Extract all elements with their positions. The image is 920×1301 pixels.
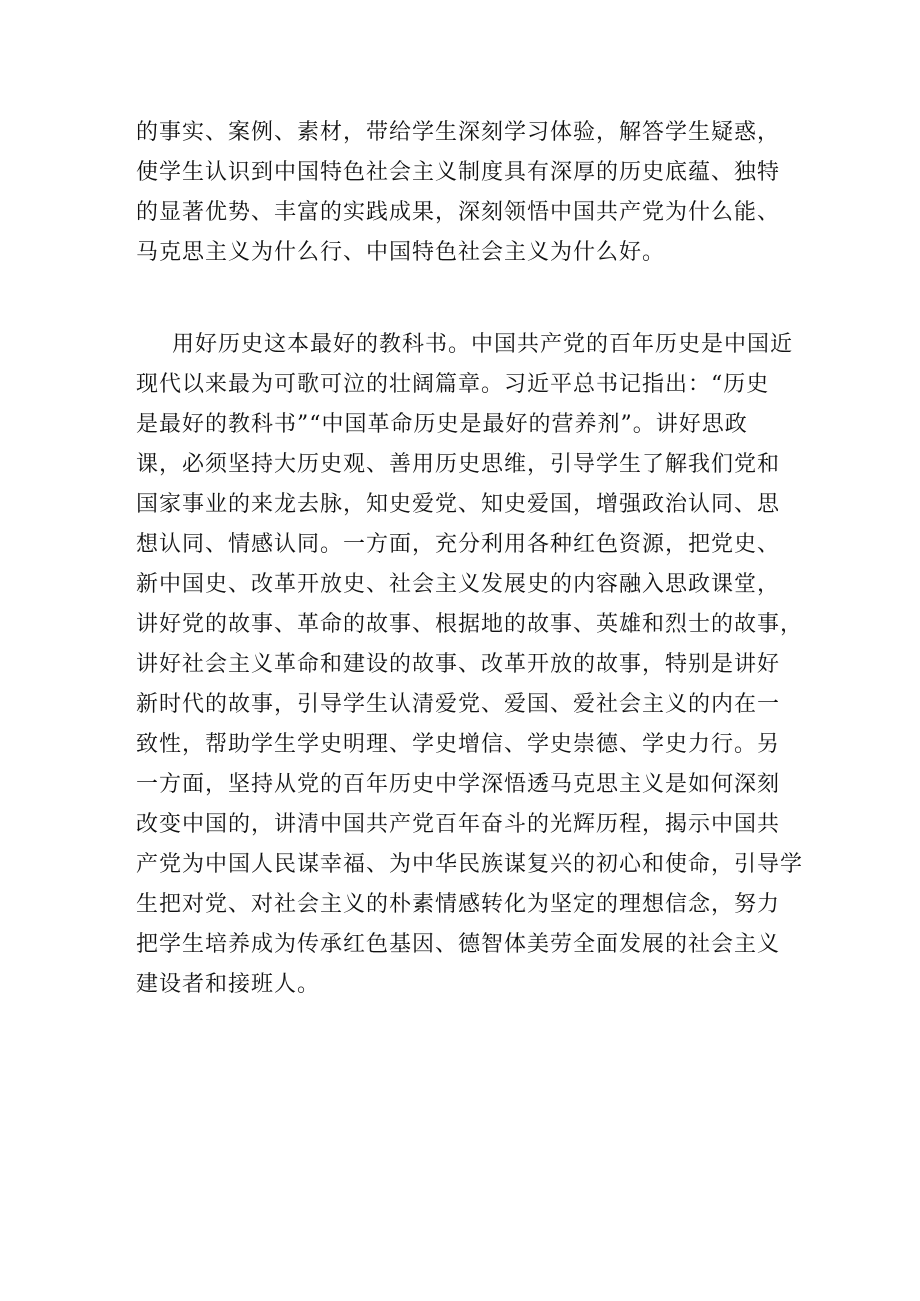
text-line: 的事实、案例、素材，带给学生深刻学习体验，解答学生疑惑， [136, 120, 781, 145]
text-line: 产党为中国人民谋幸福、为中华民族谋复兴的初心和使命，引导学 [136, 852, 804, 877]
text-line: 致性，帮助学生学史明理、学史增信、学史崇德、学史力行。另 [136, 732, 781, 757]
text-line: 现代以来最为可歌可泣的壮阔篇章。习近平总书记指出：“历史 [136, 372, 770, 397]
text-line: 生把对党、对社会主义的朴素情感转化为坚定的理想信念，努力 [136, 892, 781, 917]
text-line: 的显著优势、丰富的实践成果，深刻领悟中国共产党为什么能、 [136, 200, 781, 225]
text-line: 把学生培养成为传承红色基因、德智体美劳全面发展的社会主义 [136, 932, 781, 957]
paragraph-history-textbook [136, 325, 804, 1005]
text-line: 改变中国的，讲清中国共产党百年奋斗的光辉历程，揭示中国共 [136, 812, 781, 837]
text-line: 讲好社会主义革命和建设的故事、改革开放的故事，特别是讲好 [136, 652, 781, 677]
text-line-first: 用好历史这本最好的教科书。中国共产党的百年历史是中国近 [172, 332, 794, 357]
text-line: 想认同、情感认同。一方面，充分利用各种红色资源，把党史、 [136, 532, 781, 557]
text-line: 新时代的故事，引导学生认清爱党、爱国、爱社会主义的内在一 [136, 692, 781, 717]
text-line: 使学生认识到中国特色社会主义制度具有深厚的历史底蕴、独特 [136, 160, 781, 185]
text-line: 马克思主义为什么行、中国特色社会主义为什么好。 [136, 240, 666, 265]
paragraph-continuation [136, 113, 796, 273]
text-line: 新中国史、改革开放史、社会主义发展史的内容融入思政课堂， [136, 572, 781, 597]
text-line: 讲好党的故事、革命的故事、根据地的故事、英雄和烈士的故事， [136, 612, 804, 637]
text-line: 课，必须坚持大历史观、善用历史思维，引导学生了解我们党和 [136, 452, 781, 477]
text-line: 是最好的教科书”“中国革命历史是最好的营养剂”。讲好思政 [136, 412, 748, 437]
text-line: 建设者和接班人。 [136, 972, 321, 997]
text-line: 一方面，坚持从党的百年历史中学深悟透马克思主义是如何深刻 [136, 772, 781, 797]
text-line: 国家事业的来龙去脉，知史爱党、知史爱国，增强政治认同、思 [136, 492, 781, 517]
